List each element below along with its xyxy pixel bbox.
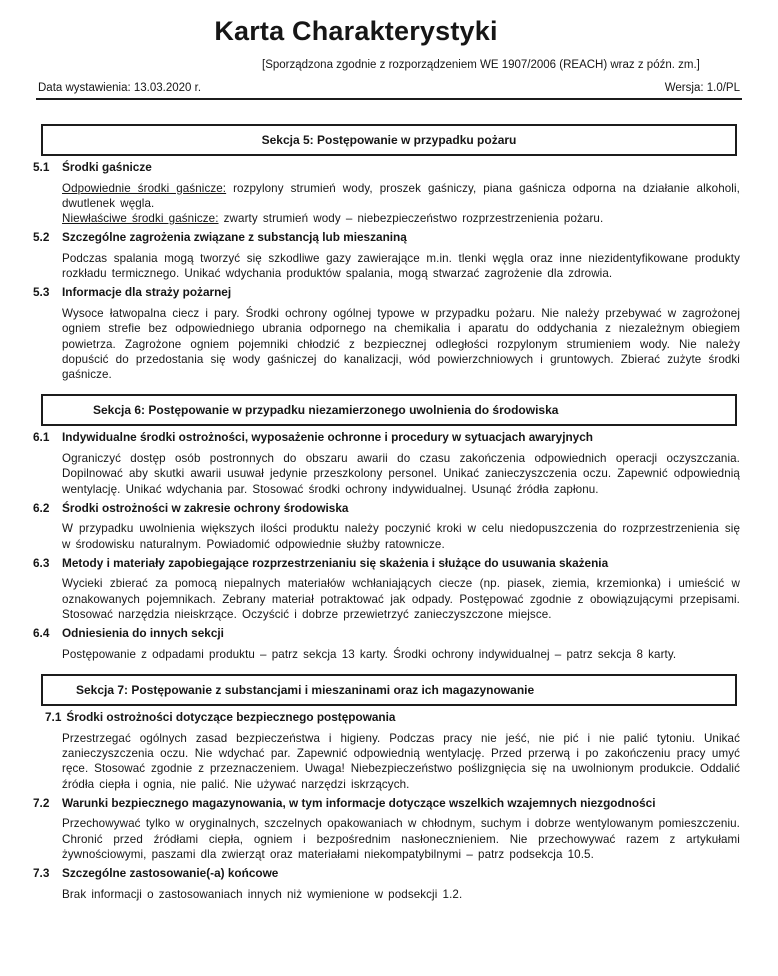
subsection-6-2-heading — [33, 501, 740, 515]
issue-date-value: 13.03.2020 r. — [133, 82, 202, 94]
version-label: Wersja: — [664, 82, 704, 94]
underlined-lead: Odpowiednie środki gaśnicze: — [62, 181, 227, 195]
paragraph — [62, 181, 740, 212]
paragraph-text: Postępowanie z odpadami produktu – patrz sekcja 13 karty. Środki ochrony indywidualnej – patrz sekcja 8 karty. — [62, 647, 677, 661]
subsection-title: Środki ostrożności w zakresie ochrony środowiska — [62, 500, 349, 515]
paragraph — [62, 521, 740, 552]
subsection-title: Szczególne zastosowanie(-a) końcowe — [62, 866, 279, 881]
subsection-number: 7.1 — [45, 710, 62, 725]
paragraph — [62, 731, 740, 792]
subsection-title: Informacje dla straży pożarnej — [62, 285, 232, 300]
paragraph-text: rozpylony strumień wody, proszek gaśniczy, piana gaśnicza odporna na działanie alkoholi, dwutlenek węgla. — [62, 181, 740, 210]
paragraph — [62, 647, 740, 662]
section-7-header — [41, 674, 737, 706]
header-divider — [36, 98, 742, 100]
paragraph — [62, 887, 740, 902]
paragraph — [62, 576, 740, 622]
subsection-5-2-heading — [33, 230, 740, 244]
subsection-5-3-heading — [33, 285, 740, 299]
paragraph-text: Przestrzegać ogólnych zasad bezpieczeństwa i higieny. Podczas pracy nie jeść, nie pić i nie palić tytoniu. Unikać zanieczyszczenia oczu. Nie wdychać par. Zapewnić odpowiednią wentylację. Przed przerwą i po zakończeniu pracy umyć ręce. Stosować zgodnie z przeznaczeniem. Uwaga! Niebezpieczeństwo poślizgnięcia się na uwolnionym produkcie. Oddalić źródła ciepła i ognia, nie palić. Nie używać narzędzi iskrzących. — [62, 731, 740, 791]
subsection-number: 6.3 — [33, 555, 50, 570]
section-6-header-label: Sekcja 6: Postępowanie w przypadku niezamierzonego uwolnienia do środowiska — [93, 403, 559, 418]
document-subtitle: [Sporządzona zgodnie z rozporządzeniem WE 1907/2006 (REACH) wraz z późn. zm.] — [262, 59, 700, 71]
subsection-number: 5.2 — [33, 230, 50, 245]
subsection-5-1-heading — [33, 160, 740, 174]
subsection-number: 6.2 — [33, 500, 50, 515]
paragraph-text: Wysoce łatwopalna ciecz i pary. Środki ochrony ogólnej typowe w przypadku pożaru. Nie należy przebywać w zagrożonej ogniem strefie bez odpowiedniego ubrania odpornego na chemikalia i aparatu do oddychania z niezależnym obiegiem powietrza. Zagrożone ogniem pojemniki chłodzić z bezpiecznej odległości rozpylonym strumieniem wody. Nie należy dopuścić do przedostania się wody gaśniczej do kanalizacji, wód powierzchniowych i gruntowych. Zbierać zużyte środki gaśnicze. — [62, 306, 740, 382]
document-page — [0, 16, 778, 976]
section-5-header-label: Sekcja 5: Postępowanie w przypadku pożaru — [261, 133, 517, 147]
section-7-header-label: Sekcja 7: Postępowanie z substancjami i mieszaninami oraz ich magazynowanie — [76, 683, 535, 698]
subsection-title: Szczególne zagrożenia związane z substancją lub mieszaniną — [62, 230, 407, 245]
paragraph-text: Brak informacji o zastosowaniach innych niż wymienione w podsekcji 1.2. — [62, 887, 463, 901]
version — [665, 81, 740, 95]
subsection-7-2-heading — [33, 796, 740, 810]
paragraph-text: Wycieki zbierać za pomocą niepalnych materiałów wchłaniających ciecze (np. piasek, ziemia, krzemionka) i umieścić w oznakowanych pojemnikach. Zebrany materiał potraktować jak odpady. Postępować zgodnie z obowiązującymi przepisami. Stosować narzędzia nieiskrzące. Oczyścić i dobrze przewietrzyć zanieczyszczone miejsce. — [62, 577, 740, 622]
subsection-7-3-heading — [33, 866, 740, 880]
subsection-number: 7.3 — [33, 866, 50, 881]
paragraph — [62, 251, 740, 282]
section-6-header — [41, 394, 737, 426]
subsection-number: 7.2 — [33, 795, 50, 810]
paragraph-text: W przypadku uwolnienia większych ilości produktu należy poczynić kroki w celu niedopuszczenia do rozprzestrzenienia się w środowisku naturalnym. Powiadomić odpowiednie służby ratownicze. — [62, 522, 740, 551]
subsection-6-3-heading — [33, 556, 740, 570]
paragraph-text: Podczas spalania mogą tworzyć się szkodliwe gazy zawierające m.in. tlenki węgla oraz inne niezidentyfikowane produkty rozkładu termicznego. Unikać wdychania produktów spalania, mogą stwarzać zagrożenie dla zdrowia. — [62, 251, 740, 281]
subsection-number: 5.3 — [33, 285, 50, 300]
subsection-6-1-heading — [33, 430, 740, 444]
subsection-title: Metody i materiały zapobiegające rozprzestrzenianiu się skażenia i służące do usuwania skażenia — [62, 555, 609, 570]
subsection-number: 6.1 — [33, 430, 50, 445]
document-title: Karta Charakterystyki — [214, 16, 498, 46]
subsection-number: 6.4 — [33, 626, 50, 641]
section-5-header — [41, 124, 737, 156]
underlined-lead: Niewłaściwe środki gaśnicze: — [62, 212, 219, 226]
paragraph-text: Ograniczyć dostęp osób postronnych do obszaru awarii do czasu zakończenia odpowiednich operacji oczyszczania. Dopilnować aby skutki awarii usuwał jedynie przeszkolony personel. Unikać zanieczyszczenia oczu. Zapewnić odpowiednią wentylację. Unikać wdychania par. Stosować środki ochrony indywidualnej. Usunąć źródła zapłonu. — [62, 451, 740, 496]
subsection-title: Środki gaśnicze — [62, 160, 152, 174]
subsection-7-1-heading — [45, 710, 740, 724]
paragraph-text: zwarty strumień wody – niebezpieczeństwo rozprzestrzenienia pożaru. — [218, 212, 604, 226]
paragraph — [62, 211, 740, 226]
subsection-title: Indywidualne środki ostrożności, wyposażenie ochronne i procedury w sytuacjach awaryjnych — [62, 430, 594, 445]
paragraph — [62, 816, 740, 862]
subsection-6-4-heading — [33, 626, 740, 640]
subsection-title: Odniesienia do innych sekcji — [62, 626, 224, 641]
subsection-title: Środki ostrożności dotyczące bezpiecznego postępowania — [66, 710, 396, 725]
issue-date-label: Data wystawienia: — [38, 82, 131, 94]
paragraph-text: Przechowywać tylko w oryginalnych, szczelnych opakowaniach w chłodnym, suchym i dobrze wentylowanym pomieszczeniu. Chronić przed źródłami ciepła, ogniem i bezpośrednim nasłonecznieniem. Nie przechowywać razem z artykułami żywnościowymi, paszami dla zwierząt oraz materiałami niekompatybilnymi – patrz podsekcja 10.5. — [62, 817, 740, 861]
subsection-number: 5.1 — [33, 160, 50, 174]
paragraph — [62, 451, 740, 497]
version-value: 1.0/PL — [706, 82, 740, 94]
meta-row — [38, 81, 740, 95]
subsection-title: Warunki bezpiecznego magazynowania, w tym informacje dotyczące wszelkich wzajemnych niezgodności — [62, 795, 656, 810]
paragraph — [62, 306, 740, 382]
issue-date — [38, 81, 201, 95]
